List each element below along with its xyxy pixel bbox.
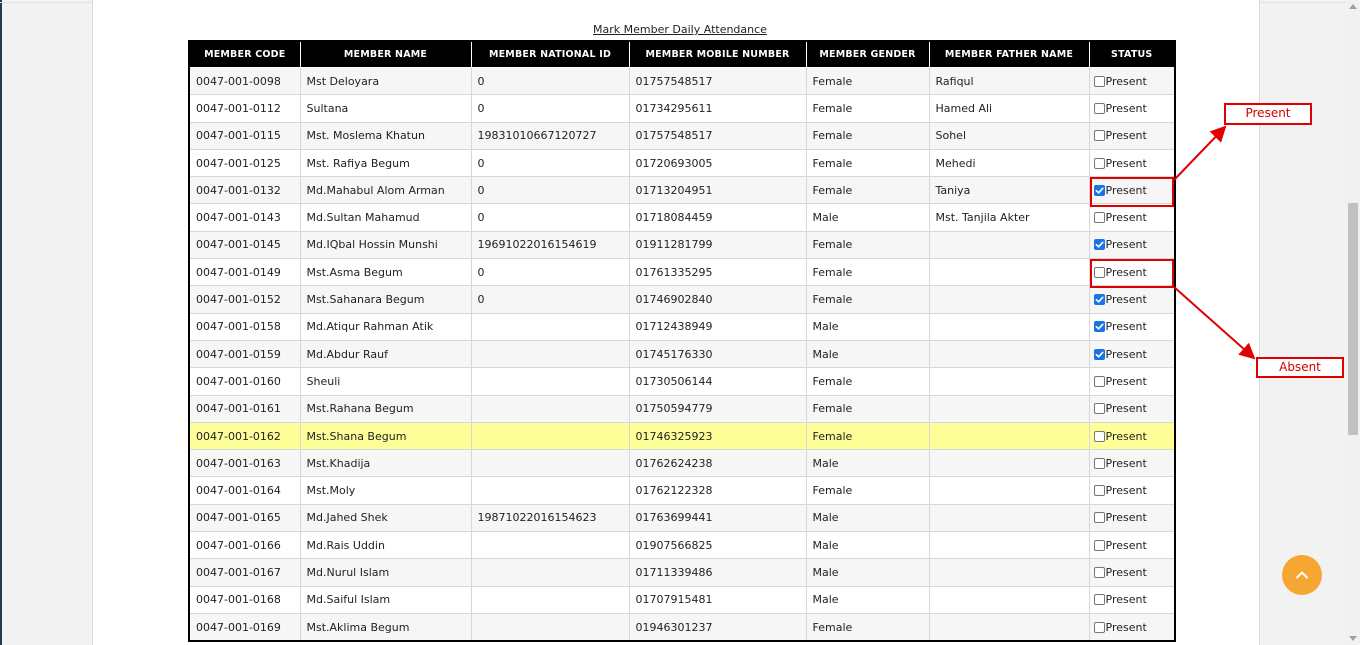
- national-id-cell: [471, 395, 629, 422]
- present-checkbox[interactable]: [1094, 458, 1105, 469]
- present-label: Present: [1105, 265, 1147, 279]
- status-cell: [1089, 450, 1175, 477]
- father-name-cell: [929, 422, 1089, 449]
- member-code-cell: 0047-001-0161: [189, 395, 300, 422]
- member-code-cell: 0047-001-0115: [189, 122, 300, 149]
- header-national-id[interactable]: MEMBER NATIONAL ID: [471, 41, 629, 68]
- header-row: [189, 41, 1175, 68]
- member-code-cell: 0047-001-0112: [189, 95, 300, 122]
- header-gender[interactable]: MEMBER GENDER: [806, 41, 929, 68]
- present-toggle[interactable]: [1094, 211, 1175, 224]
- member-name-cell: Md.Sultan Mahamud: [300, 204, 471, 231]
- status-cell: [1089, 204, 1175, 231]
- table-row: [189, 68, 1175, 95]
- national-id-cell: [471, 586, 629, 613]
- member-code-cell: 0047-001-0164: [189, 477, 300, 504]
- gender-cell: Female: [806, 122, 929, 149]
- national-id-cell: 0: [471, 259, 629, 286]
- gender-cell: Female: [806, 477, 929, 504]
- father-name-cell: [929, 259, 1089, 286]
- mobile-number-cell: 01720693005: [629, 149, 806, 176]
- status-cell: [1089, 532, 1175, 559]
- present-label: Present: [1105, 320, 1147, 334]
- scroll-to-top-button[interactable]: [1282, 555, 1322, 595]
- check-icon: [1095, 350, 1104, 359]
- gender-cell: Male: [806, 450, 929, 477]
- mobile-number-cell: 01734295611: [629, 95, 806, 122]
- gender-cell: Female: [806, 95, 929, 122]
- national-id-cell: 0: [471, 95, 629, 122]
- table-row: [189, 204, 1175, 231]
- mobile-number-cell: 01745176330: [629, 340, 806, 367]
- present-toggle[interactable]: [1094, 457, 1175, 470]
- status-cell: [1089, 149, 1175, 176]
- status-cell: [1089, 422, 1175, 449]
- gender-cell: Female: [806, 613, 929, 641]
- member-code-cell: 0047-001-0159: [189, 340, 300, 367]
- check-icon: [1095, 295, 1104, 304]
- member-name-cell: Mst.Khadija: [300, 450, 471, 477]
- present-checkbox[interactable]: [1094, 130, 1105, 141]
- present-toggle[interactable]: [1094, 129, 1175, 142]
- father-name-cell: Rafiqul: [929, 68, 1089, 95]
- member-code-cell: 0047-001-0166: [189, 532, 300, 559]
- present-checkbox[interactable]: [1094, 349, 1105, 360]
- member-name-cell: Sultana: [300, 95, 471, 122]
- status-cell: [1089, 286, 1175, 313]
- member-name-cell: Mst.Rahana Begum: [300, 395, 471, 422]
- member-name-cell: Sheuli: [300, 368, 471, 395]
- check-icon: [1095, 240, 1104, 249]
- member-name-cell: Mst.Aklima Begum: [300, 613, 471, 641]
- present-toggle[interactable]: [1094, 320, 1175, 333]
- present-toggle[interactable]: [1094, 484, 1175, 497]
- member-code-cell: 0047-001-0149: [189, 259, 300, 286]
- present-label: Present: [1105, 565, 1147, 579]
- present-checkbox[interactable]: [1094, 485, 1105, 496]
- national-id-cell: [471, 532, 629, 559]
- table-row: [189, 95, 1175, 122]
- member-code-cell: 0047-001-0168: [189, 586, 300, 613]
- present-label: Present: [1105, 293, 1147, 307]
- father-name-cell: Hamed Ali: [929, 95, 1089, 122]
- mobile-number-cell: 01746902840: [629, 286, 806, 313]
- member-code-cell: 0047-001-0169: [189, 613, 300, 641]
- father-name-cell: [929, 340, 1089, 367]
- check-icon: [1095, 322, 1104, 331]
- present-checkbox[interactable]: [1094, 103, 1105, 114]
- table-row: [189, 586, 1175, 613]
- table-row: [189, 395, 1175, 422]
- present-label: Present: [1105, 347, 1147, 361]
- member-name-cell: Md.Nurul Islam: [300, 559, 471, 586]
- table-row: [189, 504, 1175, 531]
- present-toggle[interactable]: [1094, 593, 1175, 606]
- member-code-cell: 0047-001-0145: [189, 231, 300, 258]
- present-label: Present: [1105, 538, 1147, 552]
- member-code-cell: 0047-001-0163: [189, 450, 300, 477]
- gender-cell: Female: [806, 231, 929, 258]
- present-checkbox[interactable]: [1094, 321, 1105, 332]
- national-id-cell: 0: [471, 286, 629, 313]
- present-label: Present: [1105, 593, 1147, 607]
- status-cell: [1089, 231, 1175, 258]
- member-name-cell: Mst.Asma Begum: [300, 259, 471, 286]
- father-name-cell: Mst. Tanjila Akter: [929, 204, 1089, 231]
- present-checkbox[interactable]: [1094, 540, 1105, 551]
- member-name-cell: Md.Mahabul Alom Arman: [300, 177, 471, 204]
- member-name-cell: Md.Rais Uddin: [300, 532, 471, 559]
- member-code-cell: 0047-001-0165: [189, 504, 300, 531]
- present-label: Present: [1105, 374, 1147, 388]
- member-code-cell: 0047-001-0152: [189, 286, 300, 313]
- member-name-cell: Md.Atiqur Rahman Atik: [300, 313, 471, 340]
- national-id-cell: [471, 559, 629, 586]
- father-name-cell: Sohel: [929, 122, 1089, 149]
- member-name-cell: Md.Abdur Rauf: [300, 340, 471, 367]
- present-label: Present: [1105, 238, 1147, 252]
- mobile-number-cell: 01750594779: [629, 395, 806, 422]
- status-cell: [1089, 477, 1175, 504]
- present-checkbox[interactable]: [1094, 212, 1105, 223]
- scroll-up-icon[interactable]: [1349, 4, 1357, 9]
- national-id-cell: 0: [471, 177, 629, 204]
- present-label: Present: [1105, 74, 1147, 88]
- gender-cell: Female: [806, 395, 929, 422]
- status-cell: [1089, 395, 1175, 422]
- national-id-cell: 0: [471, 149, 629, 176]
- gender-cell: Female: [806, 286, 929, 313]
- member-name-cell: Mst.Shana Begum: [300, 422, 471, 449]
- gender-cell: Female: [806, 368, 929, 395]
- father-name-cell: Taniya: [929, 177, 1089, 204]
- mobile-number-cell: 01762624238: [629, 450, 806, 477]
- mobile-number-cell: 01711339486: [629, 559, 806, 586]
- status-cell: [1089, 68, 1175, 95]
- father-name-cell: [929, 586, 1089, 613]
- present-toggle[interactable]: [1094, 157, 1175, 170]
- table-row: [189, 177, 1175, 204]
- gender-cell: Male: [806, 504, 929, 531]
- present-annotation-label: Present: [1224, 103, 1312, 125]
- father-name-cell: [929, 313, 1089, 340]
- present-label: Present: [1105, 511, 1147, 525]
- father-name-cell: [929, 450, 1089, 477]
- mobile-number-cell: 01762122328: [629, 477, 806, 504]
- vertical-scrollbar[interactable]: [1346, 0, 1360, 645]
- member-name-cell: Md.IQbal Hossin Munshi: [300, 231, 471, 258]
- present-label: Present: [1105, 129, 1147, 143]
- present-highlight-box: [1090, 177, 1174, 207]
- mobile-number-cell: 01730506144: [629, 368, 806, 395]
- table-row: [189, 450, 1175, 477]
- gender-cell: Male: [806, 559, 929, 586]
- gender-cell: Male: [806, 204, 929, 231]
- national-id-cell: 0: [471, 68, 629, 95]
- member-code-cell: 0047-001-0167: [189, 559, 300, 586]
- status-cell: [1089, 368, 1175, 395]
- mobile-number-cell: 01761335295: [629, 259, 806, 286]
- gender-cell: Female: [806, 177, 929, 204]
- present-label: Present: [1105, 402, 1147, 416]
- header-father-name[interactable]: MEMBER FATHER NAME: [929, 41, 1089, 68]
- table-row: [189, 559, 1175, 586]
- member-name-cell: Mst.Moly: [300, 477, 471, 504]
- header-mobile-number[interactable]: MEMBER MOBILE NUMBER: [629, 41, 806, 68]
- table-row: [189, 313, 1175, 340]
- header-member-code[interactable]: MEMBER CODE: [189, 41, 300, 68]
- national-id-cell: [471, 450, 629, 477]
- mobile-number-cell: 01713204951: [629, 177, 806, 204]
- mobile-number-cell: 01746325923: [629, 422, 806, 449]
- father-name-cell: [929, 504, 1089, 531]
- father-name-cell: [929, 613, 1089, 641]
- present-checkbox[interactable]: [1094, 76, 1105, 87]
- present-label: Present: [1105, 620, 1147, 634]
- table-row: [189, 259, 1175, 286]
- present-label: Present: [1105, 101, 1147, 115]
- table-row: [189, 368, 1175, 395]
- national-id-cell: [471, 477, 629, 504]
- national-id-cell: 19871022016154623: [471, 504, 629, 531]
- member-name-cell: Mst.Sahanara Begum: [300, 286, 471, 313]
- member-code-cell: 0047-001-0132: [189, 177, 300, 204]
- status-cell: [1089, 504, 1175, 531]
- table-row: [189, 286, 1175, 313]
- national-id-cell: 19831010667120727: [471, 122, 629, 149]
- member-name-cell: Md.Jahed Shek: [300, 504, 471, 531]
- gender-cell: Female: [806, 259, 929, 286]
- father-name-cell: [929, 395, 1089, 422]
- gender-cell: Male: [806, 586, 929, 613]
- present-checkbox[interactable]: [1094, 158, 1105, 169]
- present-checkbox[interactable]: [1094, 294, 1105, 305]
- present-toggle[interactable]: [1094, 566, 1175, 579]
- header-member-name[interactable]: MEMBER NAME: [300, 41, 471, 68]
- present-toggle[interactable]: [1094, 511, 1175, 524]
- gender-cell: Male: [806, 313, 929, 340]
- present-toggle[interactable]: [1094, 75, 1175, 88]
- present-checkbox[interactable]: [1094, 403, 1105, 414]
- national-id-cell: [471, 340, 629, 367]
- present-label: Present: [1105, 183, 1147, 197]
- chevron-up-icon: [1295, 568, 1309, 582]
- mobile-number-cell: 01712438949: [629, 313, 806, 340]
- mobile-number-cell: 01946301237: [629, 613, 806, 641]
- member-code-cell: 0047-001-0160: [189, 368, 300, 395]
- status-cell: [1089, 313, 1175, 340]
- present-toggle[interactable]: [1094, 102, 1175, 115]
- scroll-thumb[interactable]: [1348, 203, 1358, 435]
- national-id-cell: 19691022016154619: [471, 231, 629, 258]
- table-row: [189, 340, 1175, 367]
- window-edge: [0, 0, 2, 645]
- absent-annotation-label: Absent: [1256, 357, 1344, 378]
- present-toggle[interactable]: [1094, 430, 1175, 443]
- member-code-cell: 0047-001-0098: [189, 68, 300, 95]
- member-code-cell: 0047-001-0143: [189, 204, 300, 231]
- mobile-number-cell: 01911281799: [629, 231, 806, 258]
- present-toggle[interactable]: [1094, 375, 1175, 388]
- present-toggle[interactable]: [1094, 348, 1175, 361]
- member-name-cell: Mst Deloyara: [300, 68, 471, 95]
- present-label: Present: [1105, 429, 1147, 443]
- present-toggle[interactable]: [1094, 293, 1175, 306]
- present-toggle[interactable]: [1094, 402, 1175, 415]
- member-name-cell: Mst. Rafiya Begum: [300, 149, 471, 176]
- absent-highlight-box: [1090, 259, 1174, 288]
- present-toggle[interactable]: [1094, 621, 1175, 634]
- status-cell: [1089, 122, 1175, 149]
- mobile-number-cell: 01707915481: [629, 586, 806, 613]
- present-label: Present: [1105, 211, 1147, 225]
- mobile-number-cell: 01757548517: [629, 122, 806, 149]
- table-row: [189, 613, 1175, 641]
- father-name-cell: Mehedi: [929, 149, 1089, 176]
- father-name-cell: [929, 477, 1089, 504]
- attendance-table: [188, 40, 1176, 642]
- table-row: [189, 532, 1175, 559]
- father-name-cell: [929, 368, 1089, 395]
- table-row: [189, 231, 1175, 258]
- present-label: Present: [1105, 156, 1147, 170]
- present-checkbox[interactable]: [1094, 622, 1105, 633]
- gender-cell: Male: [806, 532, 929, 559]
- table-row: [189, 122, 1175, 149]
- present-checkbox[interactable]: [1094, 239, 1105, 250]
- present-toggle[interactable]: [1094, 539, 1175, 552]
- present-checkbox[interactable]: [1094, 376, 1105, 387]
- table-row: [189, 149, 1175, 176]
- table-row: [189, 477, 1175, 504]
- member-code-cell: 0047-001-0158: [189, 313, 300, 340]
- gender-cell: Female: [806, 149, 929, 176]
- national-id-cell: [471, 368, 629, 395]
- status-cell: [1089, 95, 1175, 122]
- gender-cell: Female: [806, 68, 929, 95]
- member-name-cell: Mst. Moslema Khatun: [300, 122, 471, 149]
- page-title: Mark Member Daily Attendance: [593, 23, 767, 36]
- status-cell: [1089, 613, 1175, 641]
- member-code-cell: 0047-001-0125: [189, 149, 300, 176]
- table-row: [189, 422, 1175, 449]
- mobile-number-cell: 01907566825: [629, 532, 806, 559]
- present-toggle[interactable]: [1094, 238, 1175, 251]
- mobile-number-cell: 01757548517: [629, 68, 806, 95]
- gender-cell: Male: [806, 340, 929, 367]
- status-cell: [1089, 586, 1175, 613]
- present-checkbox[interactable]: [1094, 431, 1105, 442]
- member-name-cell: Md.Saiful Islam: [300, 586, 471, 613]
- present-label: Present: [1105, 456, 1147, 470]
- present-label: Present: [1105, 484, 1147, 498]
- present-checkbox[interactable]: [1094, 512, 1105, 523]
- member-code-cell: 0047-001-0162: [189, 422, 300, 449]
- present-checkbox[interactable]: [1094, 567, 1105, 578]
- father-name-cell: [929, 231, 1089, 258]
- father-name-cell: [929, 559, 1089, 586]
- header-status[interactable]: STATUS: [1089, 41, 1175, 68]
- status-cell: [1089, 340, 1175, 367]
- national-id-cell: 0: [471, 204, 629, 231]
- father-name-cell: [929, 532, 1089, 559]
- national-id-cell: [471, 613, 629, 641]
- father-name-cell: [929, 286, 1089, 313]
- mobile-number-cell: 01763699441: [629, 504, 806, 531]
- mobile-number-cell: 01718084459: [629, 204, 806, 231]
- gender-cell: Female: [806, 422, 929, 449]
- national-id-cell: [471, 313, 629, 340]
- status-cell: [1089, 559, 1175, 586]
- scroll-down-icon[interactable]: [1349, 636, 1357, 641]
- national-id-cell: [471, 422, 629, 449]
- present-checkbox[interactable]: [1094, 594, 1105, 605]
